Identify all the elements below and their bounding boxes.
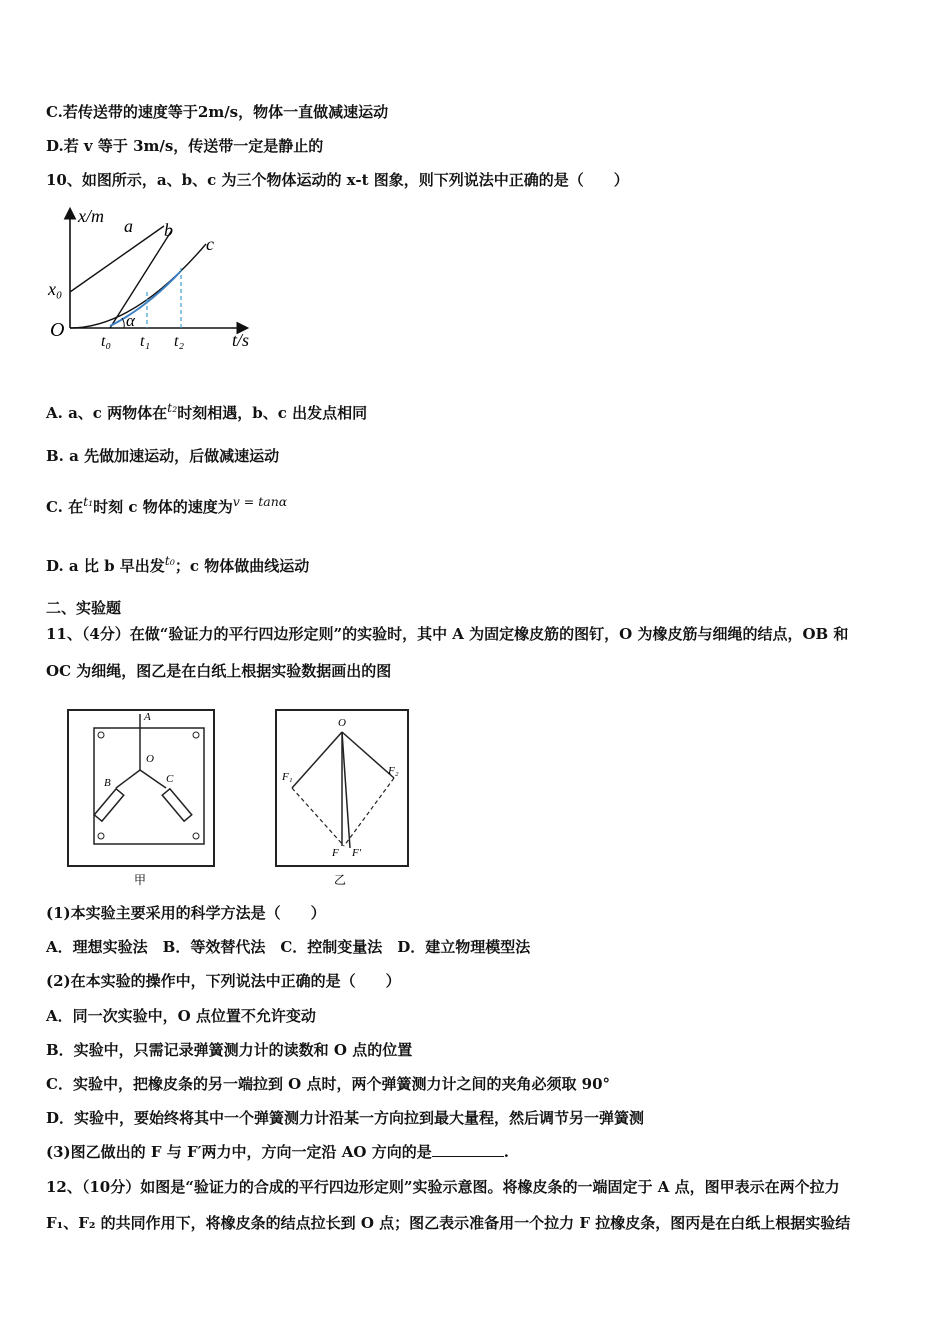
- section-heading: 二、实验题: [46, 599, 122, 617]
- label-c: C: [166, 773, 174, 785]
- pin-tr: [193, 732, 199, 738]
- label-f2: F₂: [388, 765, 399, 777]
- dash-f2-f: [344, 778, 394, 846]
- label-o-yi: O: [338, 717, 346, 729]
- q11-stem-1: 11、（4分）在做“验证力的平行四边形定则”的实验时，其中 A 为固定橡皮筋的图钉，O 为橡皮筋与细绳的结点，OB 和: [46, 625, 849, 643]
- cord-oc: [140, 770, 166, 788]
- q11-part1: (1)本实验主要采用的科学方法是（ ）: [46, 904, 326, 922]
- pin-br: [193, 833, 199, 839]
- q10-option-a: A. a、c 两物体在$^{t_2}$时刻相遇，b、c 出发点相同: [46, 400, 368, 422]
- vector-f1: [292, 732, 342, 788]
- cord-ob: [116, 770, 140, 788]
- vector-f2: [342, 732, 394, 778]
- caption-jia: 甲: [134, 873, 147, 887]
- x0-label: x₀: [48, 279, 63, 299]
- q11-part3: (3)图乙做出的 F 与 F′两力中，方向一定沿 AO 方向的是 .: [46, 1143, 509, 1161]
- curve-c: [70, 244, 206, 328]
- vector-fprime: [342, 732, 350, 848]
- figure-yi: [272, 708, 418, 888]
- answer-blank[interactable]: [432, 1142, 504, 1157]
- line-b: [110, 230, 172, 328]
- board-outer: [68, 710, 214, 866]
- x-axis-label: x/m: [78, 206, 104, 226]
- q11-part2-d: D．实验中，要始终将其中一个弹簧测力计沿某一方向拉到最大量程，然后调节另一弹簧测: [46, 1109, 645, 1127]
- q11-part2-b: B．实验中，只需记录弹簧测力计的读数和 O 点的位置: [46, 1041, 413, 1059]
- q12-stem-1: 12、（10分）如图是“验证力的合成的平行四边形定则”实验示意图。将橡皮条的一端固定于 A 点，图甲表示在两个拉力: [46, 1178, 840, 1196]
- q9-option-c: C.若传送带的速度等于2m/s，物体一直做减速运动: [46, 103, 389, 121]
- q10-stem: 10、如图所示，a、b、c 为三个物体运动的 x-t 图象，则下列说法中正确的是（ ）: [46, 171, 629, 189]
- label-o: O: [146, 753, 154, 765]
- t0-label: t₀: [101, 333, 112, 350]
- curve-c-blue: [110, 272, 180, 326]
- t1-label: t₁: [140, 333, 151, 350]
- label-f1: F₁: [282, 771, 293, 783]
- label-fprime: F′: [352, 847, 362, 859]
- q11-part2: (2)在本实验的操作中，下列说法中正确的是（ ）: [46, 972, 401, 990]
- label-b: B: [104, 777, 111, 789]
- label-a: A: [144, 711, 151, 723]
- caption-yi: 乙: [334, 873, 347, 887]
- q11-part2-a: A．同一次实验中，O 点位置不允许变动: [46, 1007, 316, 1025]
- t2-label: t₂: [174, 333, 185, 350]
- q10-option-c: C. 在$^{t_1}$时刻 c 物体的速度为$^{v = tan\alpha}$: [46, 494, 288, 516]
- line-a-label: a: [124, 216, 133, 236]
- q10-option-d: D. a 比 b 早出发$^{t_0}$；c 物体做曲线运动: [46, 553, 310, 575]
- alpha-label: α: [126, 311, 135, 330]
- line-b-label: b: [164, 220, 173, 240]
- q9-option-d: D.若 v 等于 3m/s，传送带一定是静止的: [46, 137, 324, 155]
- q11-stem-2: OC 为细绳，图乙是在白纸上根据实验数据画出的图: [46, 662, 392, 680]
- spring-scale-right: [162, 789, 192, 821]
- q11-part2-c: C．实验中，把橡皮条的另一端拉到 O 点时，两个弹簧测力计之间的夹角必须取 90°: [46, 1075, 611, 1093]
- label-f: F: [332, 847, 339, 859]
- pin-bl: [98, 833, 104, 839]
- figure-jia: [66, 708, 218, 888]
- q10-option-b: B. a 先做加速运动，后做减速运动: [46, 447, 280, 465]
- t-axis-label: t/s: [232, 330, 250, 350]
- line-c-label: c: [206, 234, 214, 254]
- spring-scale-left: [94, 789, 124, 821]
- line-a: [70, 226, 164, 292]
- origin-label: O: [50, 319, 65, 341]
- xt-graph: [46, 200, 266, 360]
- q11-part1-options: A．理想实验法 B．等效替代法 C．控制变量法 D．建立物理模型法: [46, 938, 531, 956]
- dash-f1-f: [292, 788, 344, 846]
- q12-stem-2: F₁、F₂ 的共同作用下，将橡皮条的结点拉长到 O 点；图乙表示准备用一个拉力 F 拉橡皮条，图丙是在白纸上根据实验结: [46, 1214, 851, 1232]
- pin-tl: [98, 732, 104, 738]
